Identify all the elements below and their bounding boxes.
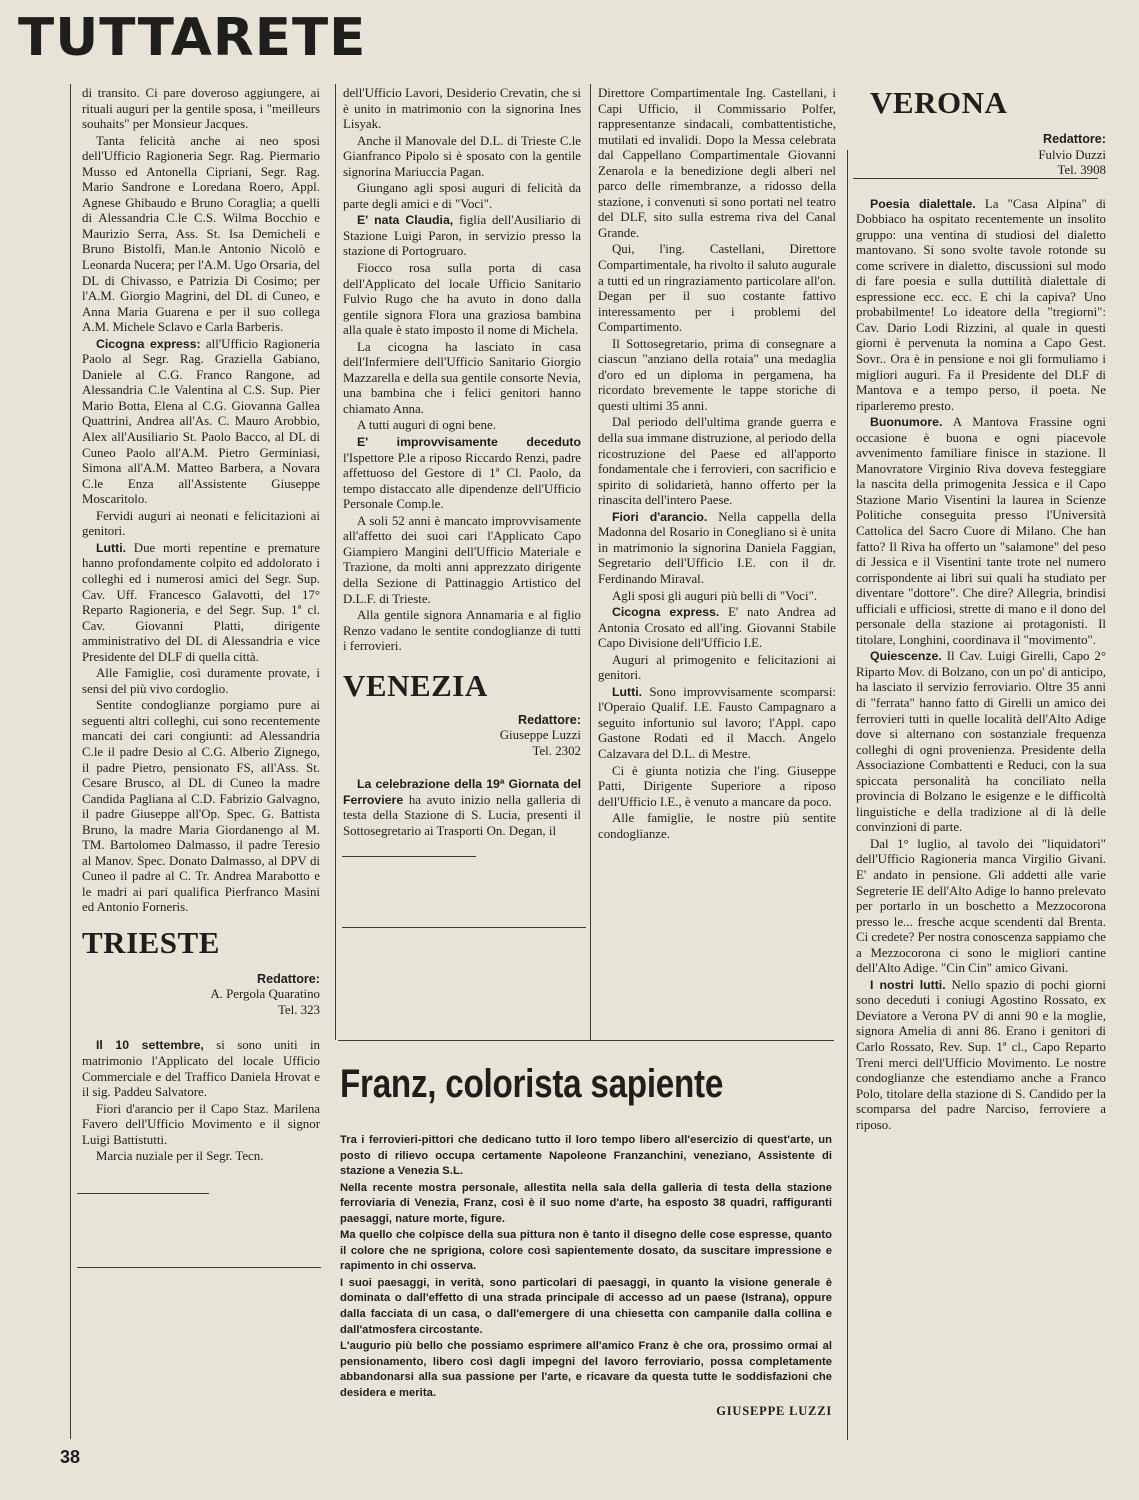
paragraph: Fervidi auguri ai neonati e felicitazioni ai genitori. — [82, 508, 320, 539]
redattore-label: Redattore: — [1043, 132, 1106, 146]
section-heading-verona: VERONA — [870, 85, 1008, 120]
paragraph: A tutti auguri di ogni bene. — [357, 418, 496, 433]
trieste-paragraphs — [82, 1038, 320, 1164]
paragraph: L'augurio più bello che possiamo esprimere all'amico Franz è che ora, prossimo ormai al pensionamento, libero così dagli impegni del lavoro ferroviario, possa completamente abbandonarsi alla sua passione per l'arte, e ricavare da questa tutte le soddisfazioni che desidera e merita. — [340, 1340, 832, 1399]
column-1 — [82, 86, 320, 1166]
redattore-tel: Tel. 3908 — [1057, 163, 1106, 177]
redattore-name: Giuseppe Luzzi — [499, 728, 581, 743]
redattore-name: Fulvio Duzzi — [1038, 147, 1106, 162]
paragraph: Alla gentile signora Annamaria e al figlio Renzo vadano le sentite condoglianze di tutti i ferrovieri. — [343, 608, 581, 654]
paragraph: E' improvvisamente deceduto l'Ispettore P.le a riposo Riccardo Renzi, padre affettuoso del Gestore di 1ª Cl. Paolo, da tempo distaccato alle dipendenze dell'Ufficio Personale Comp.le. — [343, 435, 581, 512]
paragraph: Nella recente mostra personale, allestita nella sala della galleria di testa della stazione ferroviaria di Venezia, Franz, così è il suo nome d'arte, ha esposto 38 quadri, raffiguranti paesaggi, nature morte, figure. — [340, 1181, 832, 1225]
run-in-heading: Cicogna express. — [612, 605, 720, 620]
paragraph: Giungano agli sposi auguri di felicità da parte degli amici e di "Voci". — [343, 181, 581, 211]
col3-paragraphs — [598, 86, 836, 842]
paragraph: Il Sottosegretario, prima di consegnare a ciascun "anziano della rotaia" una medaglia d'oro ed un diploma in pergamena, ha ricordato brevemente le tappe storiche di questi ultimi 35 anni. — [598, 336, 836, 413]
section-rule — [338, 1040, 834, 1041]
article-signature: GIUSEPPE LUZZI — [716, 1404, 832, 1419]
redattore-tel: Tel. 2302 — [532, 743, 581, 758]
paragraph: di transito. Ci pare doveroso aggiungere, ai rituali auguri per la gentile sposa, i "meilleurs souhaits" per Monsieur Jacques. — [82, 86, 320, 132]
paragraph: La cicogna ha lasciato in casa dell'Infermiere dell'Ufficio Sanitario Giorgio Mazzarella e della sua gentile consorte Nevia, una bambina che i felici genitori hanno chiamato Anna. — [343, 339, 581, 416]
redattore-label: Redattore: — [518, 712, 581, 727]
paragraph: Qui, l'ing. Castellani, Direttore Compartimentale, ha rivolto il saluto augurale a tutti ed un ringraziamento particolare all'on. Degan per il suo costante fattivo interessamento per i problemi del Compartimento. — [598, 242, 836, 335]
column-4 — [856, 86, 1106, 1134]
masthead: TUTTARETE — [18, 8, 367, 68]
redattore-venezia — [343, 713, 581, 760]
paragraph: Auguri al primogenito e felicitazioni ai genitori. — [598, 652, 836, 683]
run-in-heading: Cicogna express: — [96, 336, 201, 351]
paragraph: Poesia dialettale. La "Casa Alpina" di Dobbiaco ha ospitato recentemente un insolito gruppo: una ventina di studiosi del dialetto mantovano. Si sono svolte tavole rotonde su come scrivere in dialetto, discussioni sul modo di fare poesia e sulla duttilità dialettale di espressione ecc. ecc. E chi la capiva? Uno probabilmente! Lo ideatore della "tregiorni": Cav. Dario Lodi Rizzini, al quale in questi giorni è pervenuta la nomina a Capo Gest. Sovr.. Ora è in pensione e noi gli formuliamo i migliori auguri. Fa il Presidente del DLF di Mantova e a tempo perso, il poeta. Ne riparleremo presto. — [856, 196, 1106, 413]
run-in-heading: Lutti. — [612, 684, 643, 699]
paragraph: La celebrazione della 19ª Giornata del Ferroviere ha avuto inizio nella galleria di testa della Stazione di S. Lucia, presenti il Sottosegretario ai Trasporti On. Degan, il — [343, 777, 581, 838]
paragraph: Il 10 settembre, si sono uniti in matrimonio l'Applicato del locale Ufficio Commerciale e del Traffico Daniela Hrovat e il sig. Paddeu Salvatore. — [82, 1038, 320, 1100]
paragraph: Direttore Compartimentale Ing. Castellani, i Capi Ufficio, il Commissario Polfer, rappresentanze sindacali, combattentistiche, mutilati ed invalidi. Dopo la Messa celebrata dal Cappellano Compartimentale Giovanni Zenarola e la benedizione degli alberi nel parco delle rimembranze, a ridosso della stazione, i convenuti si sono portati nel teatro del DLF, sito sulla estrema riva del Canal Grande. — [598, 86, 836, 240]
run-in-heading: La celebrazione della 19ª Giornata del Ferroviere — [343, 777, 581, 807]
col4-paragraphs — [856, 197, 1106, 1134]
column-rule — [70, 84, 71, 1439]
paragraph: Fiocco rosa sulla porta di casa dell'Applicato del locale Ufficio Sanitario Fulvio Rugo che ha avuto in dono dalla gentile signora Flora una graziosa bambina alla quale è stato imposto il nome di Michela. — [343, 261, 581, 338]
run-in-heading: Buonumore. — [870, 415, 943, 430]
paragraph: Fiori d'arancio. Nella cappella della Madonna del Rosario in Conegliano si è unita in matrimonio la signorina Daniela Faggian, Segretario dell'Ufficio I.E. con il dr. Ferdinando Miraval. — [598, 509, 836, 586]
section-rule — [342, 927, 586, 928]
paragraph: Sentite condoglianze porgiamo pure ai seguenti altri colleghi, cui sono recentemente mancati dei cari congiunti: ad Alessandria C.le il padre Desio al C.G. Alberio Zignego, il padre Pietro, pensionato FS, all'Ass. St. Cesare Brusco, al DL di Cuneo la madre Candida Pagliana al C.D. Fabrizio Galvagno, il padre Giuseppe all'Op. Spec. G. Battista Bruno, la madre Maria Giordanengo al M. TM. Bartolomeo Dalmasso, il padre Teresio al Manov. Spec. Donato Dalmasso, al DPV di Cuneo il padre al C. Tr. Andrea Marabotto e le madri ai pari qualifica Pierfranco Masini ed Antonio Forneris. — [82, 698, 320, 915]
paragraph: Lutti. Due morti repentine e premature hanno profondamente colpito ed addolorato i colleghi ed i numerosi amici del Segr. Sup. Cav. Uff. Francesco Galavotti, del 17° Reparto Ragioneria, e del Segr. Sup. 1ª cl. Cav. Giovanni Platti, dirigente amministrativo del DL di Alessandria e vice Presidente del DLF di quella città. — [82, 540, 320, 664]
paragraph: Ci è giunta notizia che l'ing. Giuseppe Patti, Dirigente Superiore a riposo dell'Ufficio I.E., è venuto a mancare da poco. — [598, 763, 836, 809]
paragraph: Anche il Manovale del D.L. di Trieste C.le Gianfranco Pipolo si è sposato con la gentile signorina Mariuccia Pagan. — [343, 133, 581, 179]
run-in-heading: Poesia dialettale. — [870, 196, 976, 211]
paragraph: Dal periodo dell'ultima grande guerra e della sua immane distruzione, al periodo della ricostruzione del Paese ed all'apporto fondamentale che i ferrovieri, con sacrificio e spirito di solidarietà, hanno offerto per la rinascita dell'intero Paese. — [598, 415, 836, 508]
paragraph: Dal 1° luglio, al tavolo dei "liquidatori" dell'Ufficio Ragioneria manca Virgilio Givani. E' andato in pensione. Gli addetti alle varie Segreterie IE dell'Alto Adige lo hanno prelevato per portarlo in un boschetto a Mezzocorona presso le... fresche acque scendenti dal Brenta. Ci credete? Per nostra conoscenza sappiamo che a Mezzocorona ci sono le migliori cantine dell'Alto Adige. "Cin Cin" amico Givani. — [856, 836, 1106, 976]
section-rule — [77, 1193, 209, 1194]
article-body — [340, 1133, 832, 1420]
paragraph: Tra i ferrovieri-pittori che dedicano tutto il loro tempo libero all'esercizio di quest'arte, un posto di rilievo occupa certamente Napoleone Franzanchini, veneziano, Assistente di stazione a Venezia S.L. — [340, 1134, 832, 1178]
redattore-name: A. Pergola Quaratino — [210, 987, 320, 1002]
paragraph: Marcia nuziale per il Segr. Tecn. — [96, 1149, 264, 1164]
run-in-heading: Quiescenze. — [870, 649, 942, 664]
paragraph: Alle Famiglie, così duramente provate, i sensi del più vivo cordoglio. — [82, 666, 320, 696]
paragraph: Lutti. Sono improvvisamente scomparsi: l'Operaio Qualif. I.E. Fausto Campagnaro a seguito infortunio sul lavoro; l'Appl. capo Gastone Rodati ed il Macch. Angelo Calzavara del D.L. di Mestre. — [598, 684, 836, 761]
redattore-verona — [856, 132, 1106, 179]
paragraph: A soli 52 anni è mancato improvvisamente all'affetto dei suoi cari l'Applicato Capo Giampiero Mangini dell'Ufficio Materiale e Trazione, da molti anni apprezzato dirigente della Sezione di Pattinaggio Artistico del D.L.F. di Trieste. — [343, 513, 581, 606]
paragraph: I suoi paesaggi, in verità, sono particolari di paesaggi, in quanto la visione generale è dominata o dall'effetto di una strada principale di accesso ad un paese (Istrana), oppure dalla facciata di un casa, o dall'emergere di una chiesetta con campanile dalla collina e dall'atmosfera circostante. — [340, 1276, 832, 1336]
paragraph: Ma quello che colpisce della sua pittura non è tanto il disegno delle cose espresse, quanto il colore che ne sprigiona, colore così sapientemente dosato, da suscitare impressione e rapimento in chi osserva. — [340, 1229, 832, 1273]
column-rule — [335, 84, 336, 1040]
paragraph: Alle famiglie, le nostre più sentite condoglianze. — [598, 811, 836, 841]
paragraph: E' nata Claudia, figlia dell'Ausiliario di Stazione Luigi Paron, in servizio presso la stazione di Portogruaro. — [343, 213, 581, 259]
redattore-tel: Tel. 323 — [277, 1002, 320, 1017]
column-rule — [590, 84, 591, 1040]
run-in-heading: E' improvvisamente deceduto — [357, 435, 581, 450]
paragraph: dell'Ufficio Lavori, Desiderio Crevatin, che si è unito in matrimonio con la signorina Ines Lisyak. — [343, 86, 581, 132]
paragraph: Agli sposi gli auguri più belli di "Voci". — [612, 588, 818, 603]
run-in-heading: Fiori d'arancio. — [612, 509, 708, 524]
column-3 — [598, 86, 836, 843]
paragraph: Buonumore. A Mantova Frassine ogni occasione è buona e ogni piacevole avvenimento familiare finisce in stazione. Il Manovratore Virginio Riva doveva festeggiare la nascita della primogenita Jessica e il Capo Stazione Mario Visentini la laurea in Scienze Politiche conseguita presso l'Università Cattolica del Sacro Cuore di Milano. Che han fatto? Il Riva ha offerto un "salamone" del peso di Jessica e il Visentini tante trote nel numero corrispondente ai libri sui quali ha studiato per diventare "dottore". Che dire? Allegria, brindisi ufficiali e ufficiosi, strette di mano e il dono del personale della stazione ai protagonisti. Il titolare, Longhini, coordinava il "movimento". — [856, 415, 1106, 647]
column-rule — [847, 150, 848, 1440]
paragraph: Cicogna express: all'Ufficio Ragioneria Paolo al Segr. Rag. Graziella Gabiano, Daniele al C.G. Franco Rangone, ad Alessandria C.le Valentina al C.S. Sup. Pier Mario Botta, Elena al C.G. Giovanna Gallea Quattrini, Andrea all'As. C. Mauro Arobbio, Alex all'Ausiliario St. Paolo Bacco, al DL di Cuneo Paolo all'A.M. Pietro Germiniasi, Simona all'A.M. Matteo Barbera, a Novara C.le Enza all'Assistente Giuseppe Moscaritolo. — [82, 336, 320, 507]
paragraph: Cicogna express. E' nato Andrea ad Antonia Crosato ed all'ing. Giovanni Stabile Capo Divisione dell'Ufficio I.E. — [598, 605, 837, 651]
section-heading-trieste: TRIESTE — [82, 924, 220, 960]
page-number: 38 — [60, 1447, 81, 1467]
run-in-heading: Il 10 settembre, — [96, 1038, 204, 1053]
article-title: Franz, colorista sapiente — [340, 1062, 724, 1106]
run-in-heading: I nostri lutti. — [870, 977, 946, 992]
redattore-label: Redattore: — [257, 971, 320, 986]
paragraph: Quiescenze. Il Cav. Luigi Girelli, Capo 2° Riparto Mov. di Bolzano, con un po' di anticipo, ha lasciato il servizio ferroviario. Oltre 35 anni di "ferrata" hanno fatto di Girelli un amico dei ferrovieri tutti in quelle località dell'Alto Adige dove si alternano con sostanziale frequenza colleghi di ogni provenienza. Presidente della Associazione Combattenti e Reduci, con la sua spiccata personalità ha conciliato nella provincia di Bolzano le esigenze e le difficoltà linguistiche e della tradizione al di là delle convinzioni di parte. — [856, 649, 1106, 835]
franz-paragraphs — [340, 1133, 832, 1401]
run-in-heading: E' nata Claudia, — [357, 213, 454, 228]
paragraph: Fiori d'arancio per il Capo Staz. Marilena Favero dell'Ufficio Movimento e il signor Luigi Battistutti. — [82, 1101, 320, 1147]
col1-paragraphs — [82, 86, 320, 916]
column-2 — [343, 86, 581, 840]
section-rule — [77, 1267, 321, 1268]
col2-paragraphs — [343, 86, 581, 655]
venezia-intro — [343, 777, 581, 839]
paragraph: I nostri lutti. Nello spazio di pochi giorni sono deceduti i coniugi Agostino Rossato, ex Deviatore a Verona PV di anni 90 e la moglie, signora Amelia di anni 86. Erano i genitori di Carlo Rossato, Rev. Sup. 1ª cl., Capo Reparto Treni merci dell'Ufficio Movimento. Le nostre condoglianze che estendiamo anche a Franco Polo, titolare della stazione di S. Candido per la scomparsa del padre Narciso, ferroviere a riposo. — [856, 977, 1106, 1132]
section-rule — [342, 856, 476, 857]
paragraph: Tanta felicità anche ai neo sposi dell'Ufficio Ragioneria Segr. Rag. Piermario Musso ed Antonella Cipriani, Segr. Rag. Mario Sandrone e Loredana Roero, Appl. Agnese Ghibaudo e Bruno Coraglia; a quelli di Alessandria C.le C.S. Wilma Bocchio e Maurizio Serra, Ass. St. Isa Demicheli e Bruno Bistolfi, Man.le Antonio Nicolò e Leonarda Nucera; per l'A.M. Ugo Orsaria, del DL di Chivasso, e Patrizia Di Cosimo; per l'A.M. Giorgio Magrini, del DL di Cuneo, e Anna Maria Guarena e per il suo collega A.M. Michele Sclavo e Carla Barberis. — [82, 133, 320, 335]
section-heading-venezia: VENEZIA — [343, 667, 488, 703]
redattore-trieste — [82, 972, 320, 1019]
run-in-heading: Lutti. — [96, 540, 127, 555]
